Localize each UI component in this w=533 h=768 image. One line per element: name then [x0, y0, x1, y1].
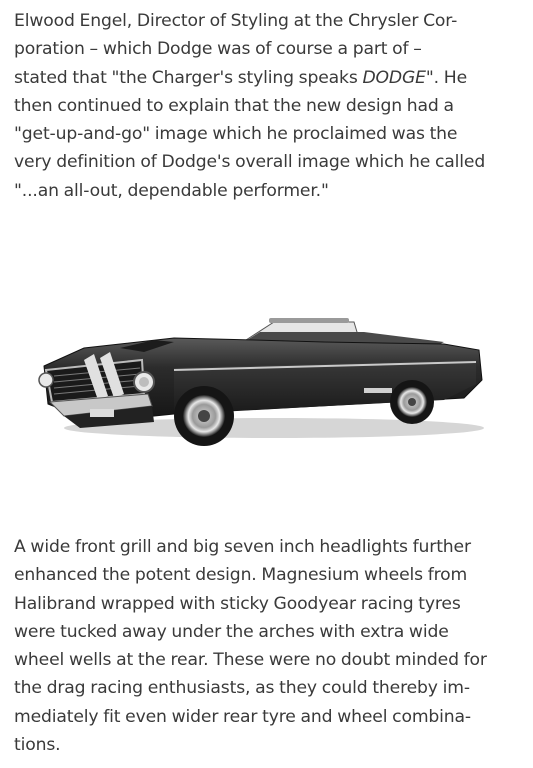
paragraph-2-line-3: Halibrand wrapped with sticky Goodyear racing tyres [14, 593, 461, 614]
paragraph-2-line-2: enhanced the potent design. Magnesium wheels from [14, 565, 468, 586]
paragraph-1-line-2: poration – which Dodge was of course a part of – [14, 39, 422, 60]
paragraph-1 [14, 7, 526, 205]
paragraph-2-line-4: were tucked away under the arches with extra wide [14, 621, 449, 642]
paragraph-1-line-3 [14, 64, 526, 92]
paragraph-1-line-4: then continued to explain that the new design had a [14, 95, 454, 116]
dodge-emphasis: DODGE [362, 67, 426, 88]
paragraph-2-line-8: tions. [14, 735, 61, 756]
paragraph-2-line-5: wheel wells at the rear. These were no doubt minded for [14, 650, 487, 671]
paragraph-1-line-1: Elwood Engel, Director of Styling at the Chrysler Cor- [14, 11, 458, 31]
paragraph-2-line-6: the drag racing enthusiasts, as they could thereby im- [14, 678, 470, 699]
headlight-right-lens [139, 377, 149, 387]
dodge-charger-concept-photo [24, 276, 514, 476]
paragraph-1-line-3-start: stated that "the Charger's styling speaks [14, 67, 363, 88]
paragraph-2-line-7: mediately fit even wider rear tyre and wheel combina- [14, 706, 471, 727]
paragraph-1-line-3-end: ". He [425, 67, 467, 88]
plate [90, 409, 114, 417]
front-wheel-hub [198, 410, 210, 422]
rear-wheel-hub [408, 398, 416, 406]
roll-bar [269, 318, 349, 323]
paragraph-1-line-6: very definition of Dodge's overall image which he called [14, 152, 486, 173]
paragraph-2-line-1: A wide front grill and big seven inch headlights further [14, 537, 471, 557]
paragraph-1-line-7: "...an all-out, dependable performer." [14, 180, 329, 201]
rear-badge [364, 388, 392, 393]
headlight-left [39, 373, 53, 387]
paragraph-2 [14, 533, 526, 759]
paragraph-1-line-5: "get-up-and-go" image which he proclaimed was the [14, 124, 458, 145]
